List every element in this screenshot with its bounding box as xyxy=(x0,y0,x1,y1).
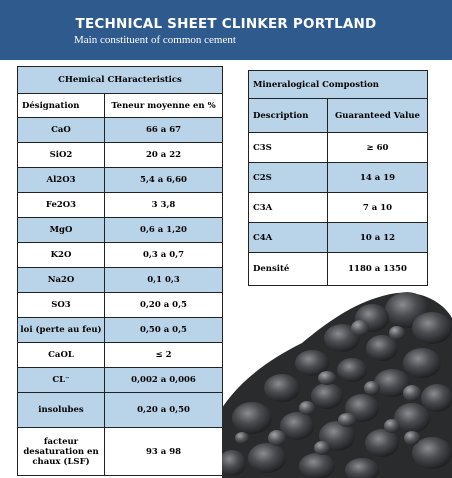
row-value: 0,6 a 1,20 xyxy=(105,218,223,243)
row-name: C3A xyxy=(249,193,328,223)
row-value: 5,4 a 6,60 xyxy=(105,168,223,193)
clinker-rocks-image xyxy=(222,288,452,478)
row-name: CaOL xyxy=(18,343,105,368)
table-row xyxy=(249,223,428,253)
row-value: 3 3,8 xyxy=(105,193,223,218)
chemical-header-content: Teneur moyenne en % xyxy=(105,94,223,118)
row-name: insolubes xyxy=(18,393,105,428)
table-row xyxy=(18,393,223,428)
row-name: C3S xyxy=(249,133,328,163)
row-value: 0,3 a 0,7 xyxy=(105,243,223,268)
row-name: C4A xyxy=(249,223,328,253)
row-name: CL⁻ xyxy=(18,368,105,393)
table-row xyxy=(249,163,428,193)
table-row xyxy=(18,243,223,268)
row-value: 93 a 98 xyxy=(105,428,223,476)
table-row xyxy=(18,343,223,368)
chemical-table-title: CHemical CHaracteristics xyxy=(18,67,223,94)
row-name: SO3 xyxy=(18,293,105,318)
row-value: 0,20 a 0,50 xyxy=(105,393,223,428)
row-name: SiO2 xyxy=(18,143,105,168)
mineral-table-title: Mineralogical Compostion xyxy=(249,71,428,99)
mineral-header-description: Description xyxy=(249,99,328,133)
table-row xyxy=(18,168,223,193)
row-name: loi (perte au feu) xyxy=(18,318,105,343)
row-value: ≤ 2 xyxy=(105,343,223,368)
table-row xyxy=(18,428,223,476)
row-name: Densité xyxy=(249,253,328,286)
table-row xyxy=(18,193,223,218)
row-name: Al2O3 xyxy=(18,168,105,193)
row-name: facteur desaturation en chaux (LSF) xyxy=(18,428,105,476)
row-value: 20 a 22 xyxy=(105,143,223,168)
table-row xyxy=(18,268,223,293)
table-row xyxy=(18,143,223,168)
table-row xyxy=(18,218,223,243)
mineralogical-composition-table xyxy=(248,70,428,286)
row-name: MgO xyxy=(18,218,105,243)
row-value: 14 a 19 xyxy=(328,163,428,193)
table-row xyxy=(249,193,428,223)
row-value: 0,002 a 0,006 xyxy=(105,368,223,393)
table-row xyxy=(18,293,223,318)
row-name: Fe2O3 xyxy=(18,193,105,218)
row-value: 66 a 67 xyxy=(105,118,223,143)
chemical-header-designation: Désignation xyxy=(18,94,105,118)
row-value: 10 a 12 xyxy=(328,223,428,253)
row-value: 0,1 0,3 xyxy=(105,268,223,293)
table-row xyxy=(18,118,223,143)
row-value: 0,50 a 0,5 xyxy=(105,318,223,343)
table-row xyxy=(249,253,428,286)
table-row xyxy=(249,133,428,163)
page-title: TECHNICAL SHEET CLINKER PORTLAND xyxy=(75,16,377,32)
row-name: CaO xyxy=(18,118,105,143)
row-value: ≥ 60 xyxy=(328,133,428,163)
row-name: Na2O xyxy=(18,268,105,293)
chemical-characteristics-table xyxy=(17,66,223,476)
header-banner xyxy=(0,0,452,60)
row-name: K2O xyxy=(18,243,105,268)
table-row xyxy=(18,318,223,343)
row-value: 1180 a 1350 xyxy=(328,253,428,286)
table-row xyxy=(18,368,223,393)
row-value: 0,20 a 0,5 xyxy=(105,293,223,318)
row-name: C2S xyxy=(249,163,328,193)
page-subtitle: Main constituent of common cement xyxy=(74,34,236,46)
row-value: 7 a 10 xyxy=(328,193,428,223)
mineral-header-value: Guaranteed Value xyxy=(328,99,428,133)
